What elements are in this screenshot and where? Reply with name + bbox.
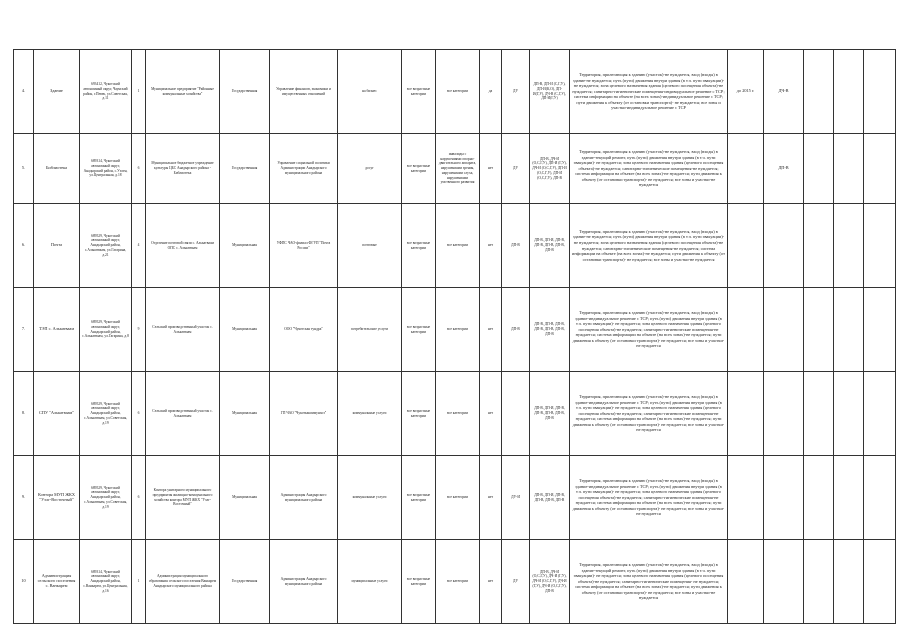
object-zone: 1 (132, 540, 146, 624)
exploitation-flag: нет (480, 540, 502, 624)
ownership-form: Государственная (220, 134, 270, 204)
disability-category: все категории (436, 540, 480, 624)
object-name: Здание (34, 50, 80, 134)
ownership-form: Муниципальная (220, 204, 270, 288)
disability-category: все категории (436, 204, 480, 288)
zone-statuses: ДП-В, ДП-В, ДП-В, ДП-В, ДП-В, ДП-В, ДП-В (530, 288, 570, 372)
row-number: 9. (14, 456, 34, 540)
object-name: Библиотека (34, 134, 80, 204)
object-address: 689314, Чукотский автономный округ, Анадырский район, с.Ванкарем, ул.Центральная, д.16 (80, 540, 132, 624)
extra-col-2 (834, 372, 864, 456)
age-category: все возрастные категории (402, 540, 436, 624)
exploitation-flag: нет (480, 456, 502, 540)
adaptation-deadline (728, 204, 764, 288)
superior-organization: ООО "Чукотская тундра" (270, 288, 338, 372)
accessibility-status: ДП-В (502, 288, 530, 372)
disability-category: все категории (436, 456, 480, 540)
post-adaptation-status (764, 456, 804, 540)
row-number: 8. (14, 372, 34, 456)
adaptation-deadline (728, 456, 764, 540)
object-address: 689529, Чукотский автономный округ, Анадырский район, с.Алькатваам, ул.Гагарина, д.21 (80, 204, 132, 288)
object-address: 689314, Чукотский автономный округ, Анадырский район, с.Уэлен, ул.Центральная, д.18 (80, 134, 132, 204)
extra-col-3 (864, 540, 896, 624)
organization-name: Администрация муниципального образования сельского поселения Ванкарем Анадырского муниципального района (146, 540, 220, 624)
accessibility-status: ДП-В (502, 204, 530, 288)
row-number: 6. (14, 204, 34, 288)
post-adaptation-status (764, 540, 804, 624)
age-category: все возрастные категории (402, 204, 436, 288)
accessibility-status: ДУ (502, 134, 530, 204)
post-adaptation-status (764, 288, 804, 372)
required-adaptation: Территория, прилегающая к зданию (участок)-не нуждается, вход (входы) в здание-индивидуальное решение с ТСР; путь (пути) движения внутри здания (в т.ч. пути эвакуации)- не нуждается; зона целевого назначения здания (целевого посещения объекта)-не нуждается; санитарно-гигиенические помещения-не нуждается; система информации на объекте (на всех зонах)-не нуждается; пути движения к объекту (от остановки транспорта)- не нуждается; все зоны и участки-не нуждается (570, 288, 728, 372)
table-row (14, 372, 896, 456)
row-number: 10 (14, 540, 34, 624)
exploitation-flag: нет (480, 288, 502, 372)
service-type: коммунальные услуги (338, 372, 402, 456)
organization-name: Отделение почтовой связи с. Алькатваам ОПС с. Алькатваам (146, 204, 220, 288)
object-zone: 6 (132, 456, 146, 540)
service-type: муниципальные услуги (338, 540, 402, 624)
extra-col-3 (864, 372, 896, 456)
object-name: СПУ "Алькатваам" (34, 372, 80, 456)
ownership-form: Государственная (220, 50, 270, 134)
disability-category: все категории (436, 288, 480, 372)
organization-name: Контора унитарного муниципального предприятия жилищно-коммунального хозяйства контора МУП ЖКХ "Уэлг-Восточный" (146, 456, 220, 540)
extra-col-1 (804, 204, 834, 288)
row-number: 7. (14, 288, 34, 372)
table-row (14, 288, 896, 372)
accessibility-status: ДУ (502, 50, 530, 134)
disability-category: инвалиды с нарушениями опорно-двигательного аппарата, нарушениями зрения, нарушениями слуха, нарушениями умственного развития (436, 134, 480, 204)
object-name: ТЭП с. Алькатваам (34, 288, 80, 372)
superior-organization: ГП ЧАО "Чукоткакоммунхоз" (270, 372, 338, 456)
organization-name: Сельский производственный участок с. Алькатваам (146, 288, 220, 372)
object-address: 689529, Чукотский автономный округ, Анадырский район, с.Алькатваам, ул.Гагарина, д.8 (80, 288, 132, 372)
required-adaptation: Территория, прилегающая к зданию (участок)-не нуждается, вход (входы) в здание-индивидуальное решение с ТСР; путь (пути) движения внутри здания (в т.ч. пути эвакуации)- не нуждается; зона целевого назначения здания (целевого посещения объекта)-не нуждается; санитарно-гигиенические помещения-не нуждается; система информации на объекте (на всех зонах)-не нуждается; пути движения к объекту (от остановки транспорта)- не нуждается; все зоны и участки-не нуждается (570, 372, 728, 456)
extra-col-1 (804, 288, 834, 372)
exploitation-flag: нет (480, 204, 502, 288)
table-row (14, 204, 896, 288)
extra-col-2 (834, 50, 864, 134)
post-adaptation-status: ДЧ-В (764, 50, 804, 134)
ownership-form: Муниципальная (220, 456, 270, 540)
object-zone: 6 (132, 372, 146, 456)
table-row (14, 134, 896, 204)
service-type: на бизнес (338, 50, 402, 134)
adaptation-deadline: до 2015 г. (728, 50, 764, 134)
accessibility-status: ДУ-И (502, 456, 530, 540)
zone-statuses: ДП-В, ДП-И (С,Г,У), ДП-И(К,О), ДП-И(Г,У), ДЧ-В (С,Г,У), ДП-И(Г,У) (530, 50, 570, 134)
age-category: все возрастные категории (402, 134, 436, 204)
exploitation-flag: нет (480, 134, 502, 204)
ownership-form: Муниципальная (220, 288, 270, 372)
zone-statuses: ДП-В, ДЧ-И (О,С,Г,У), ДП-И (Г,У), ДЧ-И (О,С,Г,У), ДП-И (О,С,Г,У), ДП-И (О,С,Г,У), ДП-В (530, 134, 570, 204)
table-row (14, 540, 896, 624)
disability-category: все категории (436, 372, 480, 456)
objects-table (13, 49, 896, 624)
disability-category: все категории (436, 50, 480, 134)
adaptation-deadline (728, 134, 764, 204)
service-type: коммунальные услуги (338, 456, 402, 540)
post-adaptation-status (764, 372, 804, 456)
adaptation-deadline (728, 540, 764, 624)
adaptation-deadline (728, 288, 764, 372)
ownership-form: Муниципальная (220, 372, 270, 456)
service-type: досуг (338, 134, 402, 204)
extra-col-2 (834, 540, 864, 624)
superior-organization: Управление социальной политики Администрации Анадырского муниципального района (270, 134, 338, 204)
row-number: 4. (14, 50, 34, 134)
service-type: почтовые (338, 204, 402, 288)
object-address: 693412, Чукотский автономный округ, Чаунский район, г.Певек, ул.Советская, д.11 (80, 50, 132, 134)
age-category: все возрастные категории (402, 288, 436, 372)
service-type: потребительские услуги (338, 288, 402, 372)
extra-col-2 (834, 204, 864, 288)
extra-col-3 (864, 134, 896, 204)
object-address: 689529, Чукотский автономный округ, Анадырский район, с.Алькатваам, ул.Советская, д.19 (80, 456, 132, 540)
exploitation-flag: нет (480, 372, 502, 456)
superior-organization: Управление финансов, экономики и имущественных отношений (270, 50, 338, 134)
zone-statuses: ДП-В, ДП-И, ДП-В, ДП-В, ДП-В, ДП-В (530, 456, 570, 540)
post-adaptation-status (764, 204, 804, 288)
object-zone: 9 (132, 288, 146, 372)
object-zone: 1 (132, 50, 146, 134)
required-adaptation: Территория, прилегающая к зданию (участок)-не нуждается, вход (входы) в здание-не нуждается; путь (пути) движения внутри здания (в т.ч. пути эвакуации)- не нуждается; зона целевого назначения здания (целевого посещения объекта)-не нуждается; санитарно-гигиенические помещения-не нуждается; система информации на объекте (на всех зонах)-не нуждается; пути движения к объекту (от остановки транспорта)- не нуждается; все зоны и участки-не нуждается (570, 204, 728, 288)
age-category: все возрастные категории (402, 372, 436, 456)
organization-name: Муниципальное предприятие "Районные коммунальные хозяйства" (146, 50, 220, 134)
object-name: Почта (34, 204, 80, 288)
organization-name: Муниципальное бюджетное учреждение культуры ЦБС Анадырского района - Библиотека (146, 134, 220, 204)
age-category: все возрастные категории (402, 456, 436, 540)
table-row (14, 50, 896, 134)
zone-statuses: ДП-В, ДЧ-И (О,С,Г,У), ДЧ-И (Г,У), ДЧ-И (О,С,Г,У), ДЧ-И (Г,У), ДЧ-И (О,С,Г,У), ДП-В (530, 540, 570, 624)
extra-col-1 (804, 372, 834, 456)
extra-col-3 (864, 288, 896, 372)
row-number: 5. (14, 134, 34, 204)
extra-col-2 (834, 134, 864, 204)
required-adaptation: Территория, прилегающая к зданию (участок)-не нуждается, вход (входы) в здание-индивидуальное решение с ТСР; путь (пути) движения внутри здания (в т.ч. пути эвакуации)- не нуждается; зона целевого назначения здания (целевого посещения объекта)-не нуждается; санитарно-гигиенические помещения-не нуждается; система информации на объекте (на всех зонах)-не нуждается; пути движения к объекту (от остановки транспорта)- не нуждается; все зоны и участки-не нуждается (570, 456, 728, 540)
object-zone: 4 (132, 204, 146, 288)
object-address: 689529, Чукотский автономный округ, Анадырский район, с.Алькатваам, ул.Советская, д.19 (80, 372, 132, 456)
required-adaptation: Территория, прилегающая к зданию (участок)-не нуждается, вход (входы) в здание-текущий ремонт, путь (пути) движения внутри здания (в т.ч. пути эвакуации)- не нуждается; зона целевого назначения здания (целевого посещения объекта)-не нуждается; санитарно-гигиенические помещения- не нуждается; система информации на объекте (на всех зонах)-не нуждается; пути движения к объекту (от остановки транспорта)- не нуждается; все зоны и участки-не нуждается (570, 540, 728, 624)
ownership-form: Государственная (220, 540, 270, 624)
age-category: все возрастные категории (402, 50, 436, 134)
superior-organization: Администрация Анадырского муниципального района (270, 540, 338, 624)
table-row (14, 456, 896, 540)
extra-col-3 (864, 204, 896, 288)
object-zone: 6 (132, 134, 146, 204)
extra-col-1 (804, 540, 834, 624)
post-adaptation-status: ДП-В (764, 134, 804, 204)
required-adaptation: Территория, прилегающая к зданию (участок)-не нуждается, вход (входы) в здание-не нуждается; путь (пути) движения внутри здания (в т.ч. пути эвакуации)- не нуждается; зона целевого назначения здания (целевого посещения объекта)-не нуждается; санитарно-гигиенические помещения-индивидуальное решение с ТСР; система информации на объекте (на всех зонах)-индивидуальное решение с ТСР; пути движения к объекту (от остановки транспорта)- не нуждается; все зоны и участки-индивидуальное решение с ТСР (570, 50, 728, 134)
extra-col-1 (804, 134, 834, 204)
superior-organization: УФПС ЧАО-филиал ФГУП "Почта России" (270, 204, 338, 288)
required-adaptation: Территория, прилегающая к зданию (участок)-не нуждается, вход (входы) в здание-текущий ремонт, путь (пути) движения внутри здания (в т.ч. пути эвакуации)- не нуждается; зона целевого назначения здания (целевого посещения объекта)-не нуждается; санитарно-гигиенические помещения-не нуждается; система информации на объекте (на всех зонах)-не нуждается; пути движения к объекту (от остановки транспорта)- не нуждается; все зоны и участки-не нуждается (570, 134, 728, 204)
object-name: Контора МУП ЖКХ "Уэлг-Восточный" (34, 456, 80, 540)
adaptation-deadline (728, 372, 764, 456)
object-name: Администрация сельского поселения с. Ванкарем (34, 540, 80, 624)
extra-col-1 (804, 456, 834, 540)
extra-col-3 (864, 456, 896, 540)
accessibility-status: ДУ (502, 540, 530, 624)
extra-col-2 (834, 288, 864, 372)
extra-col-3 (864, 50, 896, 134)
extra-col-1 (804, 50, 834, 134)
exploitation-flag: да (480, 50, 502, 134)
zone-statuses: ДП-В, ДП-И, ДП-В, ДП-В, ДП-В, ДП-В, ДП-В (530, 372, 570, 456)
organization-name: Сельский производственный участок с. Алькатваам (146, 372, 220, 456)
zone-statuses: ДП-В, ДП-И, ДП-В, ДП-В, ДП-В, ДП-В, ДП-В (530, 204, 570, 288)
extra-col-2 (834, 456, 864, 540)
accessibility-status (502, 372, 530, 456)
superior-organization: Администрация Анадырского муниципального района (270, 456, 338, 540)
